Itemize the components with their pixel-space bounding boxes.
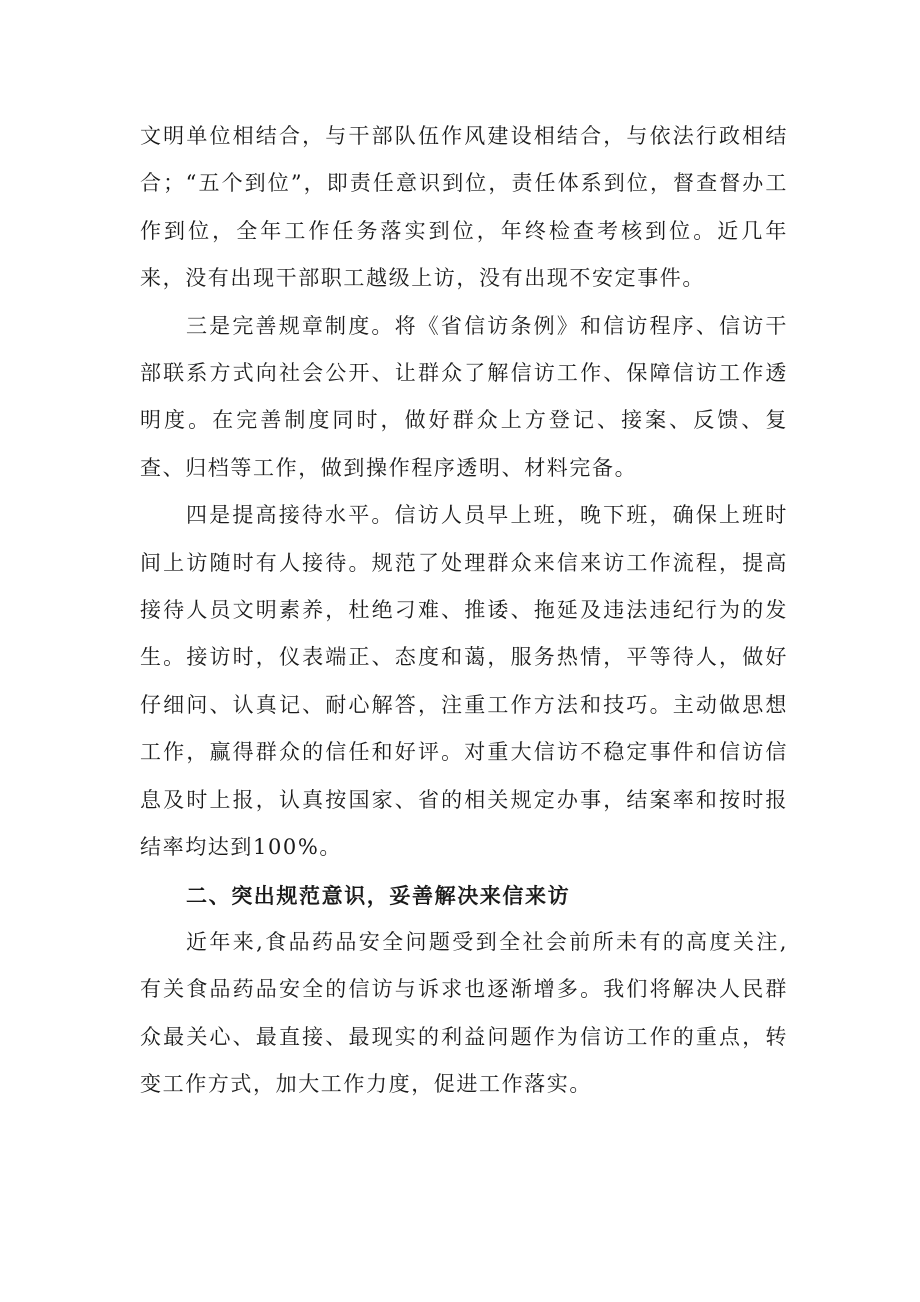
paragraph-reception-level: 四是提高接待水平。信访人员早上班，晚下班，确保上班时间上访随时有人接待。规范了处理群众来信来访工作流程，提高接待人员文明素养，杜绝刁难、推诿、拖延及违法违纪行为的发生。接访时，仪表端正、态度和蔼，服务热情，平等待人，做好仔细问、认真记、耐心解答，注重工作方法和技巧。主动做思想工作，赢得群众的信任和好评。对重大信访不稳定事件和信访信息及时上报，认真按国家、省的相关规定办事，结案率和按时报结率均达到100%。: [140, 503, 788, 860]
section-heading: 二、突出规范意识，妥善解决来信来访: [186, 882, 571, 908]
document-body: [140, 113, 788, 1109]
paragraph-rules-system: 三是完善规章制度。将《省信访条例》和信访程序、信访干部联系方式向社会公开、让群众了解信访工作、保障信访工作透明度。在完善制度同时，做好群众上方登记、接案、反馈、复查、归档等工作，做到操作程序透明、材料完备。: [140, 313, 788, 480]
paragraph-continuation: 文明单位相结合，与干部队伍作风建设相结合，与依法行政相结合；“五个到位”，即责任意识到位，责任体系到位，督查督办工作到位，全年工作任务落实到位，年终检查考核到位。近几年来，没有出现干部职工越级上访，没有出现不安定事件。: [140, 124, 788, 291]
paragraph-food-safety: 近年来,食品药品安全问题受到全社会前所未有的高度关注,有关食品药品安全的信访与诉求也逐渐增多。我们将解决人民群众最关心、最直接、最现实的利益问题作为信访工作的重点，转变工作方式，加大工作力度，促进工作落实。: [140, 929, 788, 1097]
